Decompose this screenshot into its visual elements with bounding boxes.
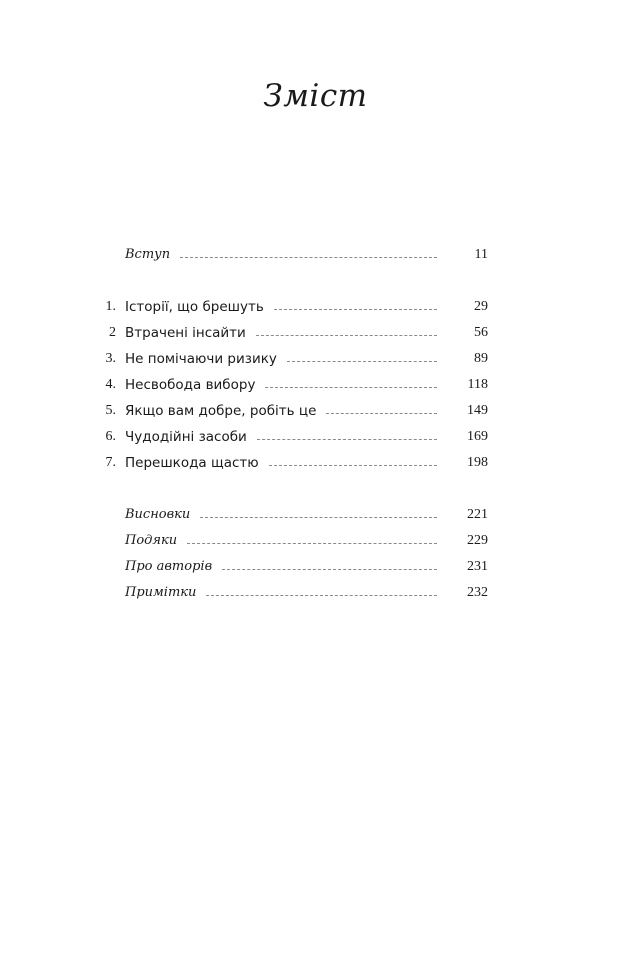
dotted-leader bbox=[187, 543, 437, 544]
dotted-leader bbox=[256, 335, 437, 336]
dotted-leader bbox=[287, 361, 437, 362]
toc-entry-body bbox=[125, 582, 437, 604]
toc-entry-number: 2 bbox=[109, 325, 116, 340]
toc-entry-label: Про авторів bbox=[125, 559, 213, 574]
toc-entry-page: 11 bbox=[474, 247, 488, 262]
toc-entry-label: Якщо вам добре, робіть це bbox=[125, 403, 317, 419]
toc-entry-body bbox=[125, 426, 437, 448]
toc-entry-body bbox=[125, 530, 437, 552]
toc-entry-label: Висновки bbox=[125, 507, 191, 522]
toc-entry-page: 229 bbox=[467, 533, 488, 548]
dotted-leader bbox=[222, 569, 437, 570]
toc-entry-label: Вступ bbox=[125, 247, 171, 262]
toc-entry-chapter-3 bbox=[0, 348, 631, 370]
dotted-leader bbox=[326, 413, 437, 414]
toc-entry-number: 7. bbox=[105, 455, 116, 470]
toc-entry-label: Несвобода вибору bbox=[125, 377, 256, 393]
toc-entry-number: 6. bbox=[105, 429, 116, 444]
toc-entry-chapter-5 bbox=[0, 400, 631, 422]
toc-entry-body bbox=[125, 374, 437, 396]
toc-entry-page: 56 bbox=[474, 325, 488, 340]
toc-entry-number: 1. bbox=[105, 299, 116, 314]
toc-entry-chapter-4 bbox=[0, 374, 631, 396]
page-title: Зміст bbox=[263, 78, 368, 114]
dotted-leader bbox=[274, 309, 437, 310]
toc-entry-chapter-2 bbox=[0, 322, 631, 344]
toc-entry-body bbox=[125, 452, 437, 474]
toc-entry-label: Примітки bbox=[125, 585, 197, 600]
toc-entry-body bbox=[125, 244, 437, 266]
toc-entry-page: 149 bbox=[467, 403, 488, 418]
toc-entry-chapter-1 bbox=[0, 296, 631, 318]
toc-entry-label: Подяки bbox=[125, 533, 178, 548]
toc-entry-body bbox=[125, 348, 437, 370]
dotted-leader bbox=[265, 387, 437, 388]
toc-entry-acknowledgements bbox=[0, 530, 631, 552]
toc-entry-page: 29 bbox=[474, 299, 488, 314]
toc-entry-body bbox=[125, 504, 437, 526]
toc-entry-label: Історії, що брешуть bbox=[125, 299, 264, 315]
toc-entry-intro bbox=[0, 244, 631, 266]
dotted-leader bbox=[206, 595, 437, 596]
toc-entry-number: 3. bbox=[105, 351, 116, 366]
toc-entry-conclusions bbox=[0, 504, 631, 526]
dotted-leader bbox=[269, 465, 437, 466]
dotted-leader bbox=[180, 257, 437, 258]
toc-entry-body bbox=[125, 556, 437, 578]
dotted-leader bbox=[200, 517, 437, 518]
toc-entry-page: 198 bbox=[467, 455, 488, 470]
toc-entry-about-authors bbox=[0, 556, 631, 578]
dotted-leader bbox=[257, 439, 437, 440]
toc-entry-label: Перешкода щастю bbox=[125, 455, 259, 471]
toc-entry-page: 221 bbox=[467, 507, 488, 522]
toc-entry-page: 89 bbox=[474, 351, 488, 366]
toc-entry-chapter-7 bbox=[0, 452, 631, 474]
toc-entry-label: Не помічаючи ризику bbox=[125, 351, 277, 367]
toc-entry-body bbox=[125, 296, 437, 318]
toc-entry-label: Чудодійні засоби bbox=[125, 429, 247, 445]
toc-entry-label: Втрачені інсайти bbox=[125, 325, 246, 341]
toc-entry-number: 5. bbox=[105, 403, 116, 418]
toc-entry-number: 4. bbox=[105, 377, 116, 392]
toc-entry-page: 232 bbox=[467, 585, 488, 600]
toc-entry-chapter-6 bbox=[0, 426, 631, 448]
toc-entry-notes bbox=[0, 582, 631, 604]
toc-entry-page: 231 bbox=[467, 559, 488, 574]
toc-entry-page: 118 bbox=[467, 377, 488, 392]
toc-entry-body bbox=[125, 322, 437, 344]
toc-entry-body bbox=[125, 400, 437, 422]
toc-entry-page: 169 bbox=[467, 429, 488, 444]
